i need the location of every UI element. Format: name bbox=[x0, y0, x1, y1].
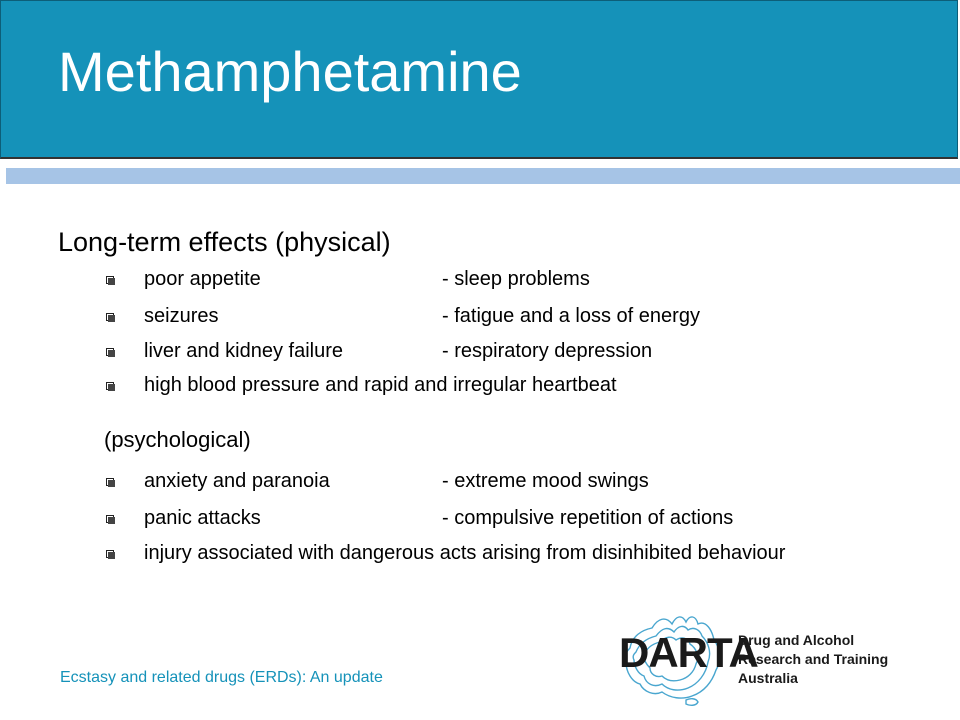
square-bullet-icon bbox=[106, 478, 114, 486]
slide-title: Methamphetamine bbox=[58, 40, 522, 103]
list-item-text: high blood pressure and rapid and irregular heartbeat bbox=[144, 374, 617, 396]
square-bullet-icon bbox=[106, 313, 114, 321]
list-item-right: - compulsive repetition of actions bbox=[442, 507, 734, 529]
logo-line: Research and Training bbox=[738, 651, 889, 667]
square-bullet-icon bbox=[106, 276, 114, 284]
list-item-left: panic attacks bbox=[144, 507, 261, 529]
list-item-right: - sleep problems bbox=[442, 268, 590, 290]
section-heading: Long-term effects (physical) bbox=[58, 227, 391, 257]
list-item-left: seizures bbox=[144, 305, 219, 327]
square-bullet-icon bbox=[106, 382, 114, 390]
square-bullet-icon bbox=[106, 550, 114, 558]
logo-text bbox=[738, 631, 888, 688]
accent-bar bbox=[0, 168, 960, 184]
list-item-left: poor appetite bbox=[144, 268, 261, 290]
logo-line: Australia bbox=[738, 670, 798, 686]
square-bullet-icon bbox=[106, 515, 114, 523]
psychological-heading: (psychological) bbox=[104, 427, 251, 452]
list-item-left: anxiety and paranoia bbox=[144, 470, 330, 492]
logo-wordmark: DARTA bbox=[619, 629, 758, 676]
list-item-right: - respiratory depression bbox=[442, 340, 653, 362]
accent-bar-gap bbox=[0, 168, 6, 184]
list-item-right: - fatigue and a loss of energy bbox=[442, 305, 700, 327]
list-item-text: injury associated with dangerous acts arising from disinhibited behaviour bbox=[144, 542, 786, 564]
list-item-right: - extreme mood swings bbox=[442, 470, 649, 492]
list-item-left: liver and kidney failure bbox=[144, 340, 343, 362]
logo-line: Drug and Alcohol bbox=[738, 632, 855, 648]
footer-caption: Ecstasy and related drugs (ERDs): An update bbox=[60, 669, 383, 686]
square-bullet-icon bbox=[106, 348, 114, 356]
